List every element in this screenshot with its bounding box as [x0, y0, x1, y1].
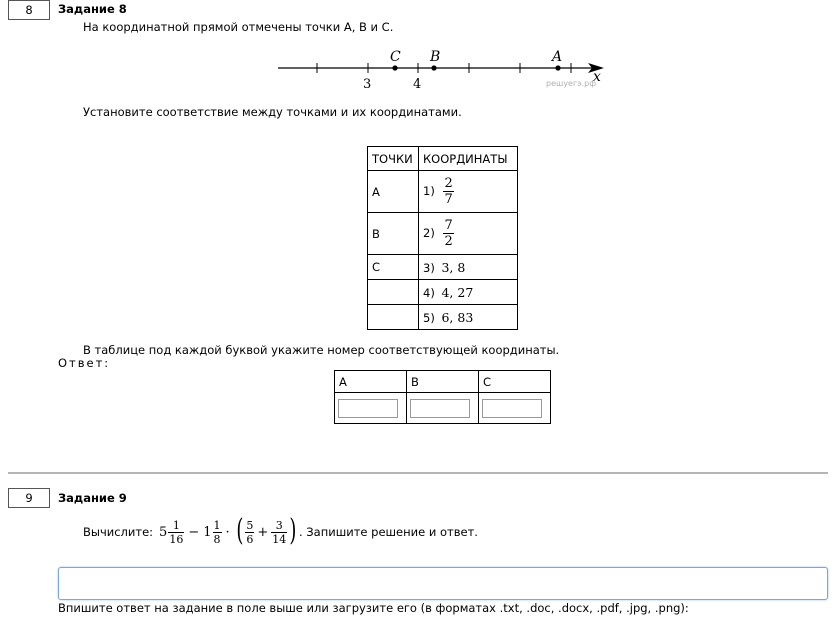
point-c-dot — [392, 65, 397, 70]
table-cell-coord — [419, 171, 518, 213]
task9-prefix: Вычислите: — [83, 525, 154, 539]
watermark: решуегэ.рф — [546, 79, 597, 88]
coord-index: 3) — [423, 260, 435, 275]
task9-number: 9 — [8, 488, 50, 508]
task9-title: Задание 9 — [58, 491, 127, 505]
upload-hint: Впишите ответ на задание в поле выше или загрузите его (в форматах .txt, .doc, .docx, .pdf, .jpg, .png): — [58, 601, 689, 615]
point-a-label: A — [552, 49, 563, 65]
answer-input-a[interactable] — [338, 399, 398, 418]
table-row — [368, 255, 518, 280]
point-b-label: B — [430, 49, 441, 65]
table-header-coords: КООРДИНАТЫ — [419, 147, 518, 171]
table-cell-point: C — [368, 255, 419, 280]
answer-textarea[interactable] — [58, 567, 828, 600]
answer-col-a: A — [335, 371, 407, 393]
coord-value: 4, 27 — [441, 284, 474, 300]
table-cell-coord — [419, 305, 518, 330]
task8-number: 8 — [8, 0, 50, 20]
task9-statement — [83, 512, 478, 552]
table-row — [368, 305, 518, 330]
table-cell-coord — [419, 255, 518, 280]
axis-label-x: x — [593, 69, 601, 85]
task8-title: Задание 8 — [58, 2, 127, 16]
number-line — [270, 44, 615, 92]
point-b-dot — [431, 65, 436, 70]
table-row — [368, 171, 518, 213]
table-row — [368, 213, 518, 255]
coord-value: 3, 8 — [441, 259, 466, 275]
answer-input-b[interactable] — [410, 399, 470, 418]
table-cell-point — [368, 280, 419, 305]
table-cell-coord — [419, 280, 518, 305]
table-cell-coord — [419, 213, 518, 255]
paren-open: ( — [236, 512, 244, 548]
tick-label-3: 3 — [363, 77, 372, 92]
coord-index: 5) — [423, 310, 435, 325]
answer-label: Ответ: — [58, 356, 111, 370]
table-cell-point — [368, 305, 419, 330]
paren-close: ) — [289, 512, 297, 548]
point-c-label: C — [390, 49, 401, 65]
answer-hint: В таблице под каждой буквой укажите номер соответствующей координаты. — [83, 343, 560, 357]
coord-value: 6, 83 — [441, 309, 474, 325]
fraction: $\frac{7}{2}$ — [444, 218, 453, 249]
task9-suffix: . Запишите решение и ответ. — [299, 525, 478, 539]
answer-col-b: B — [407, 371, 479, 393]
table-header-points: ТОЧКИ — [368, 147, 419, 171]
answer-input-c[interactable] — [482, 399, 542, 418]
table-cell-point: B — [368, 213, 419, 255]
task8-intro: На координатной прямой отмечены точки A, B и C. — [83, 20, 394, 34]
coord-index: 4) — [423, 285, 435, 300]
coord-index: 1) — [423, 184, 435, 198]
math-expression: 5 $\frac{1}{16}$ − 1 $\frac{1}{8}$ · ( $\frac{5}{6}$ + $\frac{3}{14}$ ) — [159, 512, 297, 548]
point-a-dot — [555, 65, 560, 70]
task8-instruction: Установите соответствие между точками и их координатами. — [83, 105, 462, 119]
tick-label-4: 4 — [413, 77, 422, 92]
table-cell-point: A — [368, 171, 419, 213]
coord-index: 2) — [423, 226, 435, 240]
fraction: $\frac{2}{7}$ — [444, 176, 453, 207]
task-divider — [8, 472, 828, 474]
answer-col-c: C — [479, 371, 551, 393]
answer-table — [334, 370, 551, 424]
matching-table — [367, 146, 518, 330]
table-row — [368, 280, 518, 305]
